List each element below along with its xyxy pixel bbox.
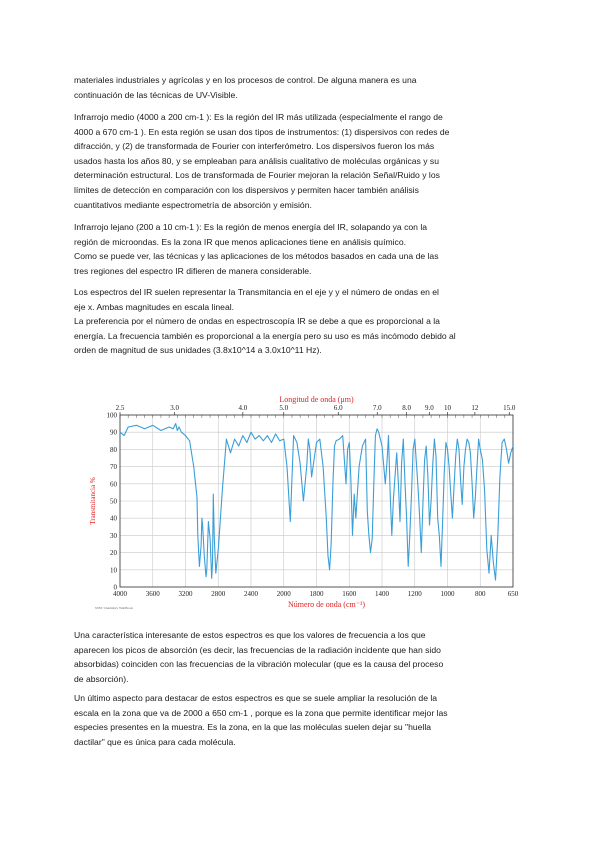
text-line: Infrarrojo medio (4000 a 200 cm-1 ): Es la región del IR más utilizada (especialmente el rango de <box>74 112 443 122</box>
top-axis-label: Longitud de onda (μm) <box>279 395 354 404</box>
text-line: orden de magnitud de sus unidades (3.8x10^14 a 3.0x10^11 Hz). <box>74 345 322 356</box>
x-tick-label: 650 <box>507 590 519 598</box>
text-line: Los espectros del IR suelen representar la Transmitancia en el eje y y el número de ondas en el <box>74 287 439 297</box>
top-tick-label: 5.0 <box>279 404 289 412</box>
x-tick-label: 1400 <box>375 590 389 598</box>
text-line: especies presentes en la muestra. Es la zona, en la que las moléculas suelen dejar su "huella <box>74 722 432 733</box>
paragraph-uv-visible <box>74 73 534 102</box>
text-line: cuantitativos mediante espectrometría de absorción y emisión. <box>74 199 312 210</box>
y-tick-label: 10 <box>110 566 117 575</box>
x-tick-label: 3200 <box>178 590 193 598</box>
paragraph-ultimo-aspecto <box>74 691 534 749</box>
y-tick-label: 90 <box>110 428 117 437</box>
text-line: Como se puede ver, las técnicas y las aplicaciones de los métodos basados en cada una de las <box>74 251 439 262</box>
text-line: materiales industriales y agrícolas y en los procesos de control. De alguna manera es una <box>74 75 417 85</box>
x-tick-label: 2000 <box>276 590 291 598</box>
x-tick-label: 1600 <box>342 590 357 598</box>
y-tick-label: 60 <box>110 480 117 489</box>
text-line: absorbidas) coinciden con las frecuencias de la vibración molecular (que es la causa del proceso <box>74 659 444 670</box>
y-tick-label: 40 <box>110 514 117 523</box>
top-tick-label: 15.0 <box>503 404 516 412</box>
x-axis-label: Número de onda (cm⁻¹) <box>287 600 366 609</box>
y-tick-label: 50 <box>110 497 117 506</box>
text-line: determinación estructural. Los de transformada de Fourier mejoran la relación Señal/Ruido y los <box>74 170 440 181</box>
x-tick-label: 4000 <box>113 590 127 598</box>
text-line: La preferencia por el número de ondas en espectroscopía IR se debe a que es proporcional a la <box>74 316 440 327</box>
x-tick-label: 1200 <box>407 590 422 598</box>
text-line: continuación de las técnicas de UV-Visible. <box>74 89 238 100</box>
x-tick-label: 800 <box>475 590 486 598</box>
top-tick-label: 2.5 <box>115 404 125 412</box>
y-tick-label: 70 <box>110 463 117 472</box>
text-line: eje x. Ambas magnitudes en escala lineal. <box>74 301 235 312</box>
y-tick-label: 0 <box>113 583 117 592</box>
x-tick-label: 1000 <box>440 590 455 598</box>
text-line: dactilar" que es única para cada molécula. <box>74 736 236 747</box>
text-line: aparecen los picos de absorción (es decir, las frecuencias de la radiación incidente que han sido <box>74 644 441 655</box>
top-tick-label: 3.0 <box>170 404 179 412</box>
x-tick-label: 3600 <box>145 590 160 598</box>
top-tick-label: 10 <box>444 404 451 412</box>
top-tick-label: 8.0 <box>402 404 411 412</box>
text-line: Un último aspecto para destacar de estos espectros es que se suele ampliar la resolución de la <box>74 693 438 703</box>
x-tick-label: 2800 <box>211 590 226 598</box>
x-tick-label: 1800 <box>309 590 324 598</box>
top-tick-label: 4.0 <box>238 404 248 412</box>
top-tick-label: 12 <box>471 404 479 412</box>
y-tick-label: 80 <box>110 445 117 454</box>
text-line: Una característica interesante de estos espectros es que los valores de frecuencia a los que <box>74 630 426 640</box>
x-tick-label: 2400 <box>244 590 258 598</box>
text-line: límites de detección en comparación con los dispersivos y permiten hacer también análisis <box>74 184 419 195</box>
text-line: usados hasta los años 80, y se empleaban para análisis cualitativo de moléculas orgánicas y su <box>74 155 439 166</box>
top-tick-label: 9.0 <box>424 404 434 412</box>
y-tick-label: 30 <box>110 531 117 540</box>
y-axis-label: Transmitancia % <box>89 477 97 525</box>
top-tick-label: 7.0 <box>372 404 382 412</box>
text-line: energía. La frecuencia también es proporcional a la energía pero su uso es más incómodo debido al <box>74 330 456 341</box>
y-tick-label: 100 <box>106 411 117 420</box>
text-line: de absorción). <box>74 673 129 684</box>
paragraph-caracteristica <box>74 628 534 686</box>
y-tick-label: 20 <box>110 549 117 558</box>
top-tick-label: 6.0 <box>333 404 343 412</box>
ir-spectrum-chart <box>85 392 525 612</box>
paragraph-infrarrojo-medio <box>74 110 534 212</box>
text-line: Infrarrojo lejano (200 a 10 cm-1 ): Es la región de menos energía del IR, solapando ya con la <box>74 222 428 232</box>
footnote: NIST Chemistry WebBook <box>95 606 133 610</box>
text-line: escala en la zona que va de 2000 a 650 cm-1 , porque es la zona que permite identificar mejor las <box>74 707 448 718</box>
paragraph-espectros-ir <box>74 285 534 358</box>
text-line: región de microondas. Es la zona IR que menos aplicaciones tiene en análisis químico. <box>74 236 407 247</box>
paragraph-infrarrojo-lejano <box>74 220 534 278</box>
text-line: difracción, y (2) de transformada de Fourier con interferómetro. Los dispersivos fueron los más <box>74 141 435 152</box>
text-line: 4000 a 670 cm-1 ). En esta región se usan dos tipos de instrumentos: (1) dispersivos con redes de <box>74 126 450 137</box>
text-line: tres regiones del espectro IR difieren de manera considerable. <box>74 265 312 276</box>
